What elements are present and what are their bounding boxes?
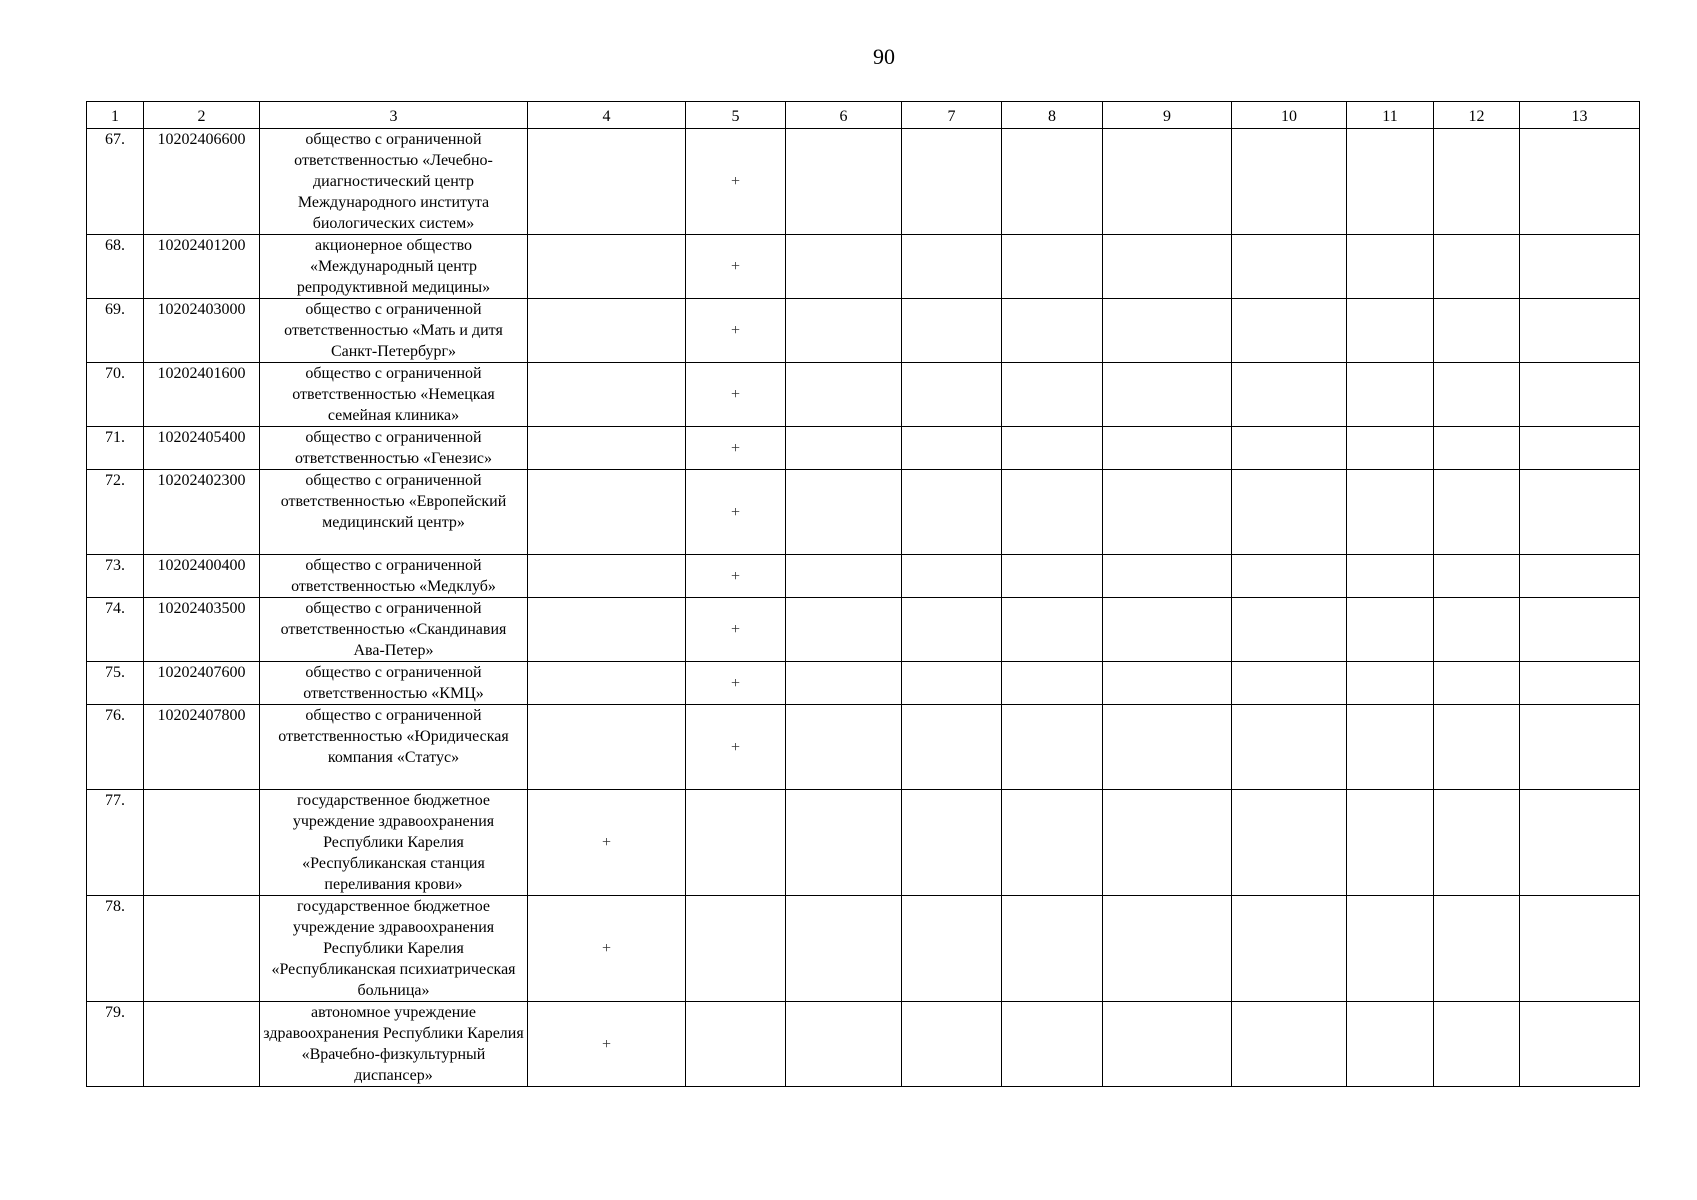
header-row — [87, 102, 1640, 129]
organization-name: общество с ограниченной ответственностью «Европейский медицинский центр» — [260, 470, 528, 555]
organization-name: общество с ограниченной ответственностью «Генезис» — [260, 427, 528, 470]
empty-cell — [1520, 299, 1640, 363]
mark-col-5 — [686, 1002, 786, 1087]
empty-cell — [1232, 235, 1347, 299]
mark-col-4: + — [528, 1002, 686, 1087]
organization-name: общество с ограниченной ответственностью «Мать и дитя Санкт-Петербург» — [260, 299, 528, 363]
column-header: 2 — [144, 102, 260, 129]
column-header: 10 — [1232, 102, 1347, 129]
empty-cell — [1103, 598, 1232, 662]
empty-cell — [1520, 662, 1640, 705]
empty-cell — [1103, 555, 1232, 598]
mark-col-4 — [528, 705, 686, 790]
empty-cell — [902, 598, 1002, 662]
empty-cell — [1232, 598, 1347, 662]
empty-cell — [1232, 470, 1347, 555]
empty-cell — [1434, 235, 1520, 299]
empty-cell — [1232, 896, 1347, 1002]
row-number: 75. — [87, 662, 144, 705]
empty-cell — [1103, 363, 1232, 427]
table-body — [87, 129, 1640, 1087]
empty-cell — [1002, 235, 1103, 299]
empty-cell — [1520, 129, 1640, 235]
empty-cell — [1434, 790, 1520, 896]
table-row — [87, 598, 1640, 662]
empty-cell — [1002, 1002, 1103, 1087]
empty-cell — [902, 555, 1002, 598]
column-header: 11 — [1347, 102, 1434, 129]
empty-cell — [1347, 705, 1434, 790]
empty-cell — [1434, 129, 1520, 235]
empty-cell — [1002, 662, 1103, 705]
organization-name: общество с ограниченной ответственностью «Скандинавия Ава-Петер» — [260, 598, 528, 662]
empty-cell — [786, 427, 902, 470]
empty-cell — [1103, 705, 1232, 790]
mark-col-5 — [686, 896, 786, 1002]
table-row — [87, 896, 1640, 1002]
empty-cell — [1434, 555, 1520, 598]
mark-col-4 — [528, 129, 686, 235]
organization-name: государственное бюджетное учреждение здравоохранения Республики Карелия «Республиканская станция переливания крови» — [260, 790, 528, 896]
empty-cell — [1103, 427, 1232, 470]
empty-cell — [1347, 598, 1434, 662]
mark-col-5: + — [686, 235, 786, 299]
empty-cell — [1520, 1002, 1640, 1087]
empty-cell — [1347, 129, 1434, 235]
organization-name: автономное учреждение здравоохранения Республики Карелия «Врачебно-физкультурный диспансер» — [260, 1002, 528, 1087]
row-number: 74. — [87, 598, 144, 662]
empty-cell — [902, 1002, 1002, 1087]
empty-cell — [1347, 470, 1434, 555]
empty-cell — [1232, 790, 1347, 896]
empty-cell — [1232, 705, 1347, 790]
empty-cell — [902, 705, 1002, 790]
empty-cell — [902, 790, 1002, 896]
column-header: 5 — [686, 102, 786, 129]
empty-cell — [1103, 790, 1232, 896]
empty-cell — [1434, 299, 1520, 363]
registry-code: 10202400400 — [144, 555, 260, 598]
mark-col-5: + — [686, 705, 786, 790]
column-header: 6 — [786, 102, 902, 129]
empty-cell — [1002, 555, 1103, 598]
empty-cell — [1002, 705, 1103, 790]
mark-col-4 — [528, 363, 686, 427]
empty-cell — [1520, 427, 1640, 470]
registry-code: 10202406600 — [144, 129, 260, 235]
table-row — [87, 363, 1640, 427]
mark-col-5: + — [686, 299, 786, 363]
empty-cell — [1103, 470, 1232, 555]
empty-cell — [786, 470, 902, 555]
row-number: 69. — [87, 299, 144, 363]
empty-cell — [786, 363, 902, 427]
column-header: 4 — [528, 102, 686, 129]
column-header: 3 — [260, 102, 528, 129]
table-row — [87, 790, 1640, 896]
empty-cell — [1103, 662, 1232, 705]
mark-col-5 — [686, 790, 786, 896]
empty-cell — [902, 363, 1002, 427]
registry-code — [144, 1002, 260, 1087]
registry-code: 10202405400 — [144, 427, 260, 470]
registry-code: 10202402300 — [144, 470, 260, 555]
empty-cell — [1520, 470, 1640, 555]
column-header: 8 — [1002, 102, 1103, 129]
mark-col-4 — [528, 299, 686, 363]
empty-cell — [786, 235, 902, 299]
empty-cell — [1002, 470, 1103, 555]
empty-cell — [1232, 299, 1347, 363]
empty-cell — [1347, 363, 1434, 427]
registry-code: 10202403500 — [144, 598, 260, 662]
empty-cell — [1002, 427, 1103, 470]
empty-cell — [1434, 470, 1520, 555]
table-row — [87, 1002, 1640, 1087]
mark-col-5: + — [686, 363, 786, 427]
empty-cell — [1103, 1002, 1232, 1087]
row-number: 77. — [87, 790, 144, 896]
row-number: 76. — [87, 705, 144, 790]
empty-cell — [1103, 235, 1232, 299]
table-row — [87, 235, 1640, 299]
empty-cell — [1103, 299, 1232, 363]
empty-cell — [1347, 662, 1434, 705]
row-number: 68. — [87, 235, 144, 299]
empty-cell — [1520, 235, 1640, 299]
empty-cell — [1347, 427, 1434, 470]
mark-col-4 — [528, 662, 686, 705]
empty-cell — [1434, 1002, 1520, 1087]
empty-cell — [902, 235, 1002, 299]
table-row — [87, 299, 1640, 363]
empty-cell — [1434, 896, 1520, 1002]
empty-cell — [786, 598, 902, 662]
organization-name: общество с ограниченной ответственностью «КМЦ» — [260, 662, 528, 705]
row-number: 78. — [87, 896, 144, 1002]
empty-cell — [1002, 299, 1103, 363]
empty-cell — [1520, 363, 1640, 427]
empty-cell — [786, 705, 902, 790]
empty-cell — [786, 662, 902, 705]
table-row — [87, 470, 1640, 555]
empty-cell — [1520, 790, 1640, 896]
mark-col-4 — [528, 555, 686, 598]
empty-cell — [786, 555, 902, 598]
registry-code: 10202403000 — [144, 299, 260, 363]
empty-cell — [1002, 896, 1103, 1002]
empty-cell — [1520, 896, 1640, 1002]
row-number: 67. — [87, 129, 144, 235]
organization-name: общество с ограниченной ответственностью «Юридическая компания «Статус» — [260, 705, 528, 790]
empty-cell — [786, 299, 902, 363]
empty-cell — [902, 470, 1002, 555]
table-row — [87, 705, 1640, 790]
registry-code: 10202407600 — [144, 662, 260, 705]
mark-col-4 — [528, 598, 686, 662]
row-number: 73. — [87, 555, 144, 598]
row-number: 72. — [87, 470, 144, 555]
table-row — [87, 662, 1640, 705]
row-number: 71. — [87, 427, 144, 470]
column-header: 9 — [1103, 102, 1232, 129]
empty-cell — [1434, 363, 1520, 427]
empty-cell — [1347, 235, 1434, 299]
empty-cell — [1434, 598, 1520, 662]
empty-cell — [1232, 662, 1347, 705]
registry-code — [144, 790, 260, 896]
empty-cell — [902, 129, 1002, 235]
empty-cell — [1347, 1002, 1434, 1087]
empty-cell — [786, 1002, 902, 1087]
column-header: 13 — [1520, 102, 1640, 129]
empty-cell — [1002, 598, 1103, 662]
empty-cell — [1002, 790, 1103, 896]
empty-cell — [1520, 555, 1640, 598]
empty-cell — [902, 427, 1002, 470]
empty-cell — [1232, 427, 1347, 470]
mark-col-4 — [528, 470, 686, 555]
empty-cell — [1103, 896, 1232, 1002]
empty-cell — [1232, 363, 1347, 427]
table-row — [87, 427, 1640, 470]
page-number: 90 — [873, 44, 895, 69]
mark-col-5: + — [686, 470, 786, 555]
mark-col-5: + — [686, 598, 786, 662]
registry-code: 10202407800 — [144, 705, 260, 790]
empty-cell — [1347, 555, 1434, 598]
organization-name: общество с ограниченной ответственностью «Лечебно-диагностический центр Международного института биологических систем» — [260, 129, 528, 235]
empty-cell — [1347, 790, 1434, 896]
column-header: 7 — [902, 102, 1002, 129]
empty-cell — [1232, 555, 1347, 598]
empty-cell — [1347, 299, 1434, 363]
empty-cell — [1434, 705, 1520, 790]
mark-col-4 — [528, 427, 686, 470]
empty-cell — [1520, 598, 1640, 662]
empty-cell — [1434, 662, 1520, 705]
mark-col-4 — [528, 235, 686, 299]
row-number: 79. — [87, 1002, 144, 1087]
registry-code: 10202401600 — [144, 363, 260, 427]
mark-col-5: + — [686, 129, 786, 235]
empty-cell — [1520, 705, 1640, 790]
empty-cell — [902, 299, 1002, 363]
mark-col-5: + — [686, 555, 786, 598]
column-header: 1 — [87, 102, 144, 129]
table-row — [87, 555, 1640, 598]
empty-cell — [1002, 363, 1103, 427]
empty-cell — [786, 129, 902, 235]
mark-col-4: + — [528, 790, 686, 896]
empty-cell — [1347, 896, 1434, 1002]
mark-col-4: + — [528, 896, 686, 1002]
organization-name: акционерное общество «Международный центр репродуктивной медицины» — [260, 235, 528, 299]
empty-cell — [1434, 427, 1520, 470]
empty-cell — [1232, 129, 1347, 235]
empty-cell — [786, 896, 902, 1002]
organization-name: общество с ограниченной ответственностью «Немецкая семейная клиника» — [260, 363, 528, 427]
column-header: 12 — [1434, 102, 1520, 129]
empty-cell — [786, 790, 902, 896]
organization-name: общество с ограниченной ответственностью «Медклуб» — [260, 555, 528, 598]
table-row — [87, 129, 1640, 235]
row-number: 70. — [87, 363, 144, 427]
registry-code — [144, 896, 260, 1002]
empty-cell — [902, 896, 1002, 1002]
mark-col-5: + — [686, 427, 786, 470]
registry-code: 10202401200 — [144, 235, 260, 299]
empty-cell — [1103, 129, 1232, 235]
organization-name: государственное бюджетное учреждение здравоохранения Республики Карелия «Республиканская психиатрическая больница» — [260, 896, 528, 1002]
empty-cell — [1232, 1002, 1347, 1087]
empty-cell — [902, 662, 1002, 705]
empty-cell — [1002, 129, 1103, 235]
mark-col-5: + — [686, 662, 786, 705]
register-table — [86, 101, 1640, 1087]
